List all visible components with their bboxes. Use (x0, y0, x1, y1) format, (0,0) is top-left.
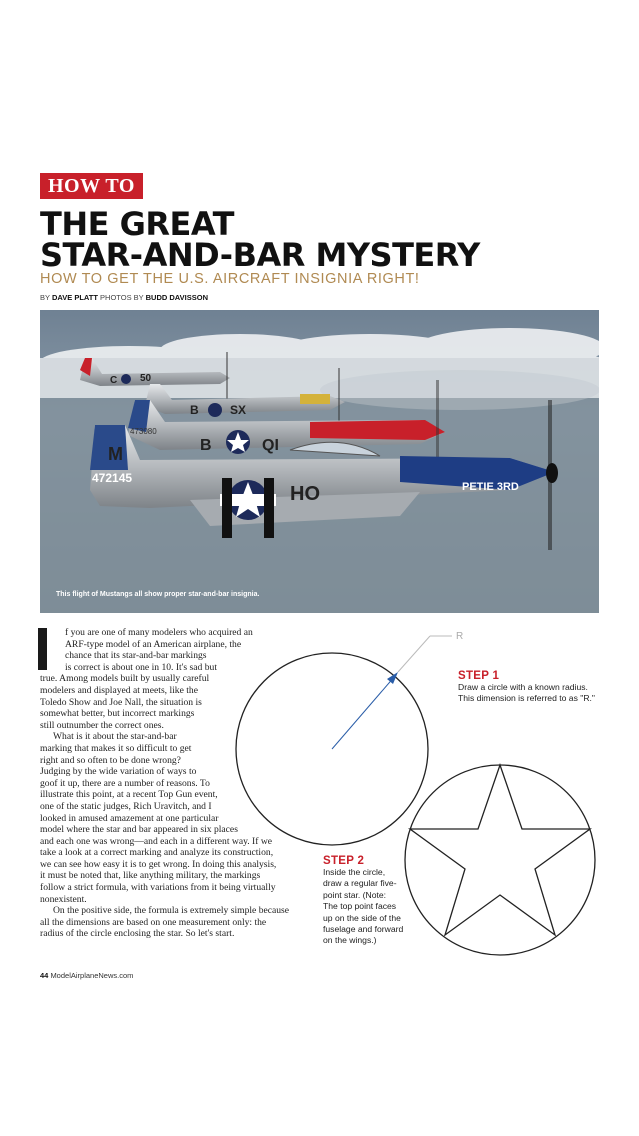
photo-caption: This flight of Mustangs all show proper star-and-bar insignia. (56, 591, 260, 598)
radius-line (332, 676, 395, 749)
radius-leader-line (398, 636, 430, 672)
subhead: HOW TO GET THE U.S. AIRCRAFT INSIGNIA RIGHT! (40, 271, 420, 287)
step-2-line: up on the side of the (323, 912, 401, 923)
article-line: take a look at a correct marking and analyze its construction, (40, 847, 274, 859)
article-line: true. Among models built by usually careful (40, 673, 210, 685)
plane-1-code-left: C (110, 375, 118, 386)
plane-4-code-left: M (108, 444, 123, 464)
step-1-text (458, 682, 595, 705)
plane-4-nose-name: PETIE 3RD (462, 481, 519, 493)
plane-1-code-right: 50 (140, 373, 152, 384)
article-line: Toledo Show and Joe Nall, the situation is (40, 696, 202, 708)
step-1-title: STEP 1 (458, 670, 500, 682)
article-line: Judging by the wide variation of ways to (40, 766, 197, 778)
step-1-line: Draw a circle with a known radius. (458, 682, 588, 692)
article-line: modelers and displayed at meets, like the (40, 684, 198, 696)
byline-by-label: BY (40, 293, 50, 302)
plane-2-code-right: SX (230, 403, 247, 417)
article-line: looked in amused amazement at one particular (40, 812, 219, 824)
article-line: somewhat better, but incorrect markings (40, 708, 195, 720)
footer-site: ModelAirplaneNews.com (50, 971, 134, 980)
step-2-line: The top point faces (323, 901, 397, 912)
step-2-block (323, 855, 403, 947)
byline-author: DAVE PLATT (51, 293, 98, 302)
step-2-line: Inside the circle, (323, 867, 386, 877)
byline-photographer: BUDD DAVISSON (145, 293, 209, 302)
headline-line-1: THE GREAT (40, 205, 234, 243)
article-line: model where the star and bar appeared in six places (40, 824, 238, 836)
article-line: one of the static judges, Rich Uravitch, and I (40, 800, 212, 812)
plane-3-code-right: QI (262, 437, 279, 454)
headline (40, 205, 600, 274)
article-line: still outnumber the correct ones. (40, 719, 164, 731)
step-2-diagram (395, 755, 605, 970)
mustangs-illustration (40, 310, 599, 613)
article-line: marking that makes it so difficult to get (40, 742, 192, 754)
plane-3-code-left: B (200, 437, 212, 454)
step-1-line: This dimension is referred to as "R." (458, 693, 595, 704)
star-circle (405, 765, 595, 955)
plane-4-serial: 472145 (92, 471, 133, 485)
byline-photos-label: PHOTOS BY (100, 293, 144, 302)
article-line: On the positive side, the formula is extremely simple because (53, 905, 290, 917)
article-line: is correct is about one in 10. It's sad but (65, 661, 218, 673)
article-line: right and so often to be done wrong? (40, 754, 181, 766)
step-2-text (323, 867, 403, 947)
plane-2-code-left: B (190, 403, 199, 417)
article-line: follow a strict formula, with variations from it being virtually (40, 882, 276, 894)
article-line: and each one was wrong—and each in a different way. If we (40, 835, 273, 847)
mustangs-photo (40, 310, 599, 613)
step-1-block (458, 670, 595, 705)
article-line: chance that its star-and-bar markings (65, 650, 207, 662)
plane-4-code-right: HO (290, 483, 320, 505)
section-tag: HOW TO (40, 173, 143, 199)
step-2-line: point star. (Note: (323, 889, 387, 900)
five-point-star (410, 765, 590, 935)
article-line: it must be noted that, like anything military, the markings (40, 870, 261, 882)
byline (40, 293, 208, 302)
radius-label: R (456, 631, 464, 642)
star-in-circle-diagram (395, 755, 605, 965)
page-footer (40, 971, 133, 980)
step-2-line: fuselage and forward (323, 924, 404, 935)
headline-line-2: STAR-AND-BAR MYSTERY (40, 236, 480, 274)
article-line: illustrate this point, at a recent Top Gun event, (40, 789, 218, 801)
article-line: all the dimensions are based on one measurement only: the (40, 916, 267, 928)
article-line: goof it up, there are a number of reasons. To (40, 777, 210, 789)
article-line: What is it about the star-and-bar (53, 731, 177, 743)
plane-3-serial: 473080 (130, 427, 157, 436)
article-line: nonexistent. (40, 893, 87, 905)
step-2-title: STEP 2 (323, 855, 365, 867)
page-number: 44 (40, 971, 49, 980)
step-2-line: on the wings.) (323, 935, 377, 946)
article-line: ARF-type model of an American airplane, the (65, 638, 242, 650)
article-line: f you are one of many modelers who acquired an (65, 627, 253, 638)
article-line: radius of the circle enclosing the star. So let's start. (40, 928, 235, 940)
step-2-line: draw a regular five- (323, 878, 397, 889)
article-line: we can see how easy it is to get wrong. In doing this analysis, (40, 858, 277, 870)
